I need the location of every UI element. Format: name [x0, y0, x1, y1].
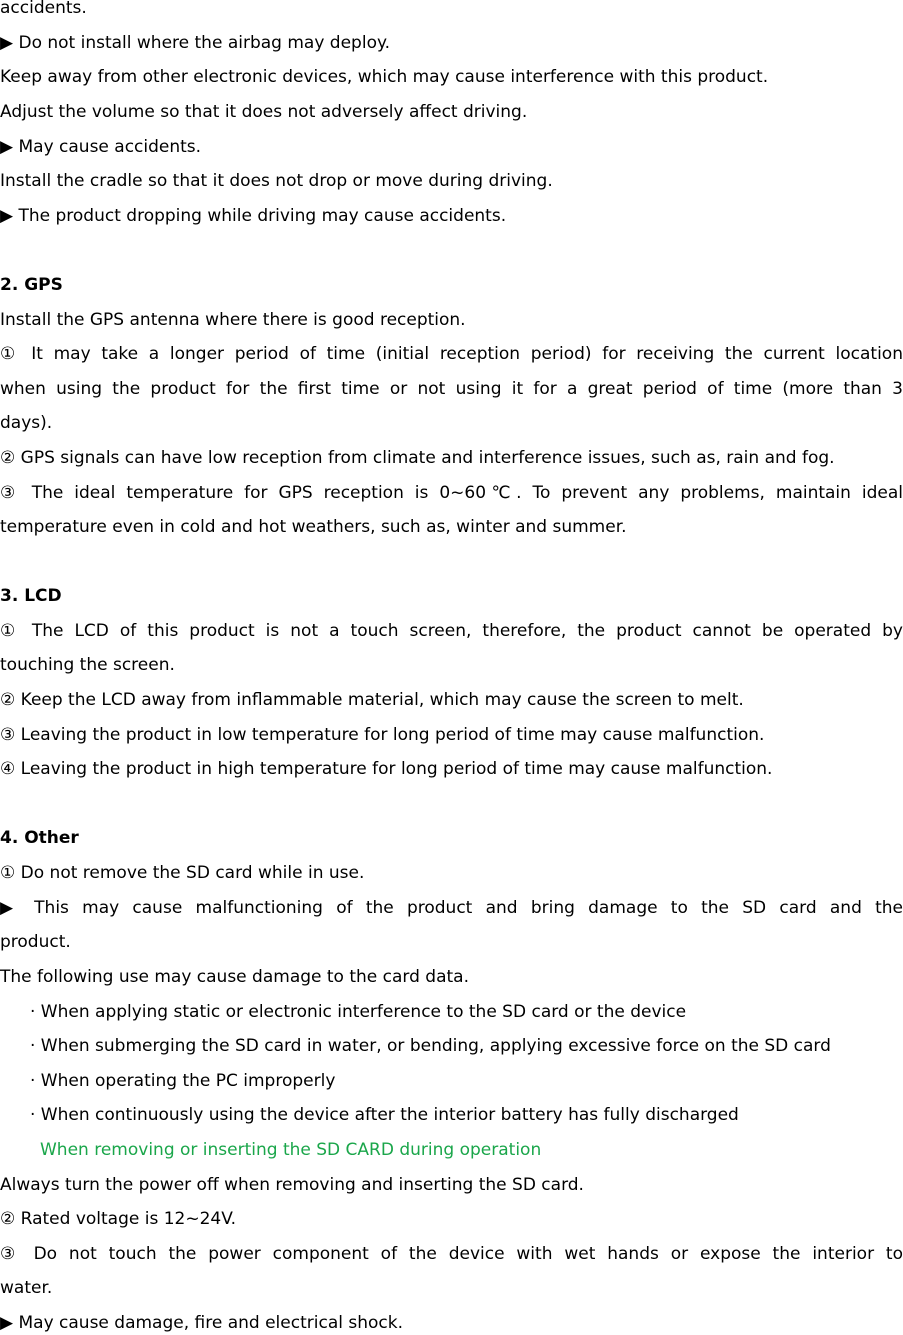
text-line: days).: [0, 413, 53, 433]
text-line: ① Do not remove the SD card while in use.: [0, 863, 365, 883]
highlight-note: When removing or inserting the SD CARD during operation: [40, 1140, 542, 1160]
text-line: water.: [0, 1278, 53, 1298]
bullet-item: · When operating the PC improperly: [30, 1071, 336, 1091]
text-line: ③ Do not touch the power component of the device with wet hands or expose the interior to: [0, 1244, 903, 1264]
text-line: ② GPS signals can have low reception from climate and interference issues, such as, rain and fog.: [0, 448, 835, 468]
text-line: ① It may take a longer period of time (initial reception period) for receiving the current location: [0, 344, 903, 364]
text-line: The following use may cause damage to the card data.: [0, 967, 470, 987]
text-line: ③ The ideal temperature for GPS reception is 0~60℃. To prevent any problems, maintain ideal: [0, 483, 903, 503]
section-heading-other: 4. Other: [0, 828, 79, 848]
bullet-item: · When submerging the SD card in water, or bending, applying excessive force on the SD card: [30, 1036, 831, 1056]
text-line: touching the screen.: [0, 655, 175, 675]
text-line: ▶ May cause accidents.: [0, 137, 202, 157]
text-line: ① The LCD of this product is not a touch screen, therefore, the product cannot be operated by: [0, 621, 903, 641]
bullet-item: · When applying static or electronic interference to the SD card or the device: [30, 1002, 687, 1022]
text-line: Keep away from other electronic devices, which may cause interference with this product.: [0, 67, 769, 87]
text-line: ▶ Do not install where the airbag may deploy.: [0, 33, 391, 53]
text-line: temperature even in cold and hot weathers, such as, winter and summer.: [0, 517, 627, 537]
section-heading-lcd: 3. LCD: [0, 586, 62, 606]
text-line: ③ Leaving the product in low temperature for long period of time may cause malfunction.: [0, 725, 765, 745]
text-line: Always turn the power off when removing and inserting the SD card.: [0, 1175, 584, 1195]
section-heading-gps: 2. GPS: [0, 275, 63, 295]
text-line: Install the cradle so that it does not drop or move during driving.: [0, 171, 553, 191]
text-line: ④ Leaving the product in high temperature for long period of time may cause malfunction.: [0, 759, 773, 779]
text-line: product.: [0, 932, 71, 952]
text-line: ▶ The product dropping while driving may cause accidents.: [0, 206, 507, 226]
text-line: ▶ May cause damage, fire and electrical shock.: [0, 1313, 403, 1333]
text-line: ② Rated voltage is 12~24V.: [0, 1209, 237, 1229]
bullet-item: · When continuously using the device after the interior battery has fully discharged: [30, 1105, 739, 1125]
text-line: Install the GPS antenna where there is good reception.: [0, 310, 466, 330]
text-line: ▶ This may cause malfunctioning of the product and bring damage to the SD card and the: [0, 898, 903, 918]
text-line: Adjust the volume so that it does not adversely affect driving.: [0, 102, 528, 122]
text-line: ② Keep the LCD away from inflammable material, which may cause the screen to melt.: [0, 690, 744, 710]
text-line: when using the product for the first time or not using it for a great period of time (more than 3: [0, 379, 903, 399]
text-line: accidents.: [0, 0, 87, 18]
